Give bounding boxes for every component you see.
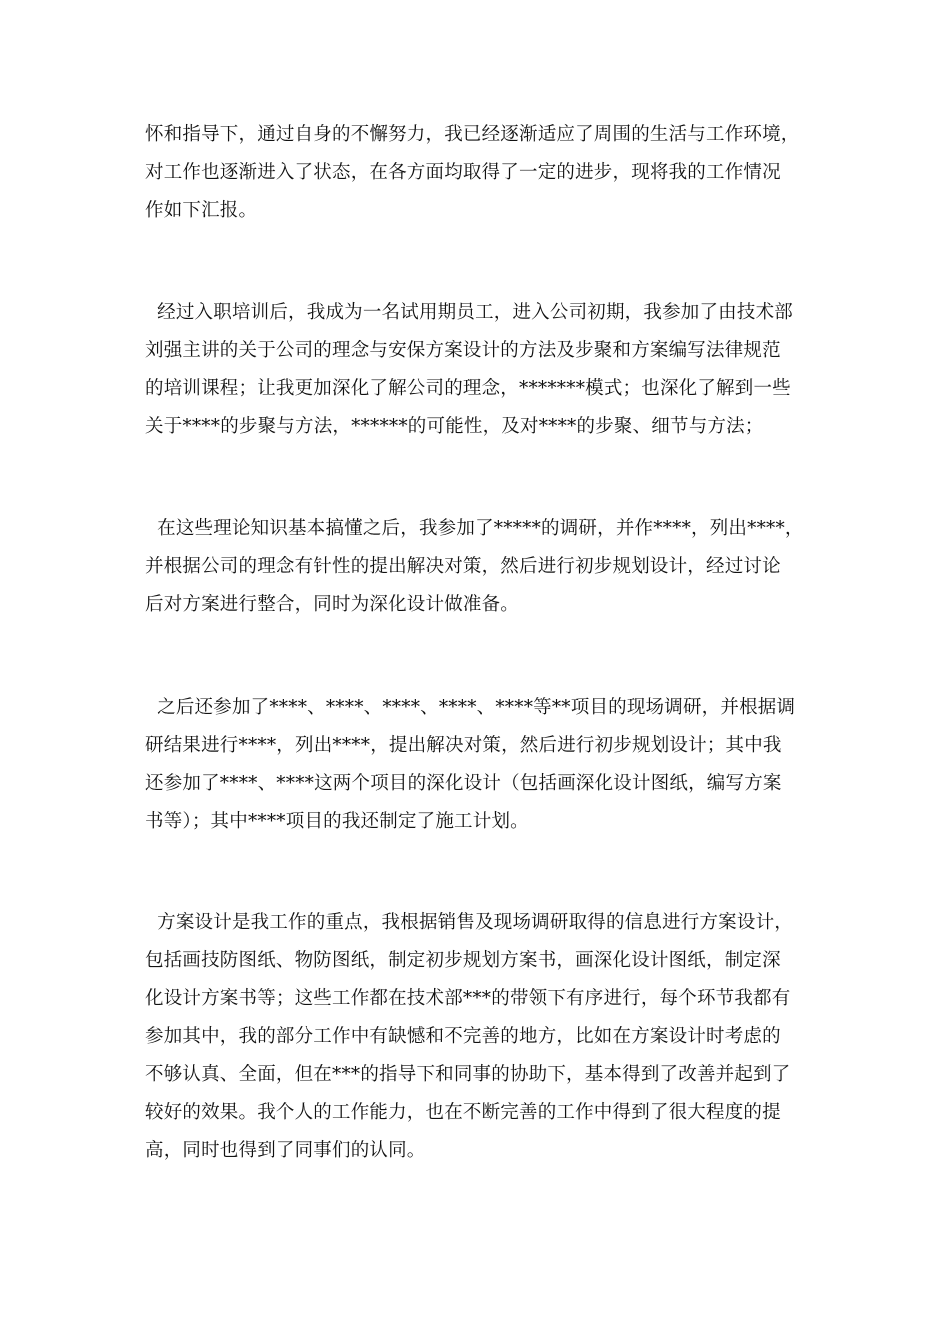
text-line: 刘强主讲的关于公司的理念与安保方案设计的方法及步聚和方案编写法律规范 (145, 340, 781, 361)
text-line: 的培训课程；让我更加深化了解公司的理念，*******模式；也深化了解到一些 (145, 378, 791, 399)
paragraph-2 (145, 294, 810, 446)
text-line: 方案设计是我工作的重点，我根据销售及现场调研取得的信息进行方案设计， (145, 912, 793, 933)
paragraph-4 (145, 689, 810, 841)
text-line: 经过入职培训后，我成为一名试用期员工，进入公司初期，我参加了由技术部 (145, 302, 793, 323)
text-line: 不够认真、全面，但在***的指导下和同事的协助下，基本得到了改善并起到了 (145, 1064, 791, 1085)
text-line: 书等）；其中****项目的我还制定了施工计划。 (145, 811, 529, 832)
text-line: 还参加了****、****这两个项目的深化设计（包括画深化设计图纸，编写方案 (145, 773, 782, 794)
text-line: 化设计方案书等；这些工作都在技术部***的带领下有序进行，每个环节我都有 (145, 988, 791, 1009)
text-line: 关于****的步聚与方法，******的可能性，及对****的步聚、细节与方法； (145, 416, 764, 437)
text-line: 怀和指导下，通过自身的不懈努力，我已经逐渐适应了周围的生活与工作环境， (145, 124, 800, 145)
text-line: 高，同时也得到了同事们的认同。 (145, 1140, 426, 1161)
text-line: 对工作也逐渐进入了状态，在各方面均取得了一定的进步，现将我的工作情况 (145, 162, 781, 183)
text-line: 后对方案进行整合，同时为深化设计做准备。 (145, 594, 520, 615)
text-line: 研结果进行****，列出****，提出解决对策，然后进行初步规划设计；其中我 (145, 735, 782, 756)
paragraph-1 (145, 116, 810, 230)
text-line: 较好的效果。我个人的工作能力，也在不断完善的工作中得到了很大程度的提 (145, 1102, 781, 1123)
text-line: 在这些理论知识基本搞懂之后，我参加了*****的调研，并作****，列出****， (145, 518, 804, 539)
paragraph-3 (145, 510, 810, 624)
text-line: 参加其中，我的部分工作中有缺憾和不完善的地方，比如在方案设计时考虑的 (145, 1026, 781, 1047)
text-line: 并根据公司的理念有针性的提出解决对策，然后进行初步规划设计，经过讨论 (145, 556, 781, 577)
text-line: 之后还参加了****、****、****、****、****等**项目的现场调研，并根据调 (145, 697, 796, 718)
paragraph-5 (145, 904, 810, 1170)
text-line: 作如下汇报。 (145, 200, 258, 221)
text-line: 包括画技防图纸、物防图纸，制定初步规划方案书，画深化设计图纸，制定深 (145, 950, 781, 971)
